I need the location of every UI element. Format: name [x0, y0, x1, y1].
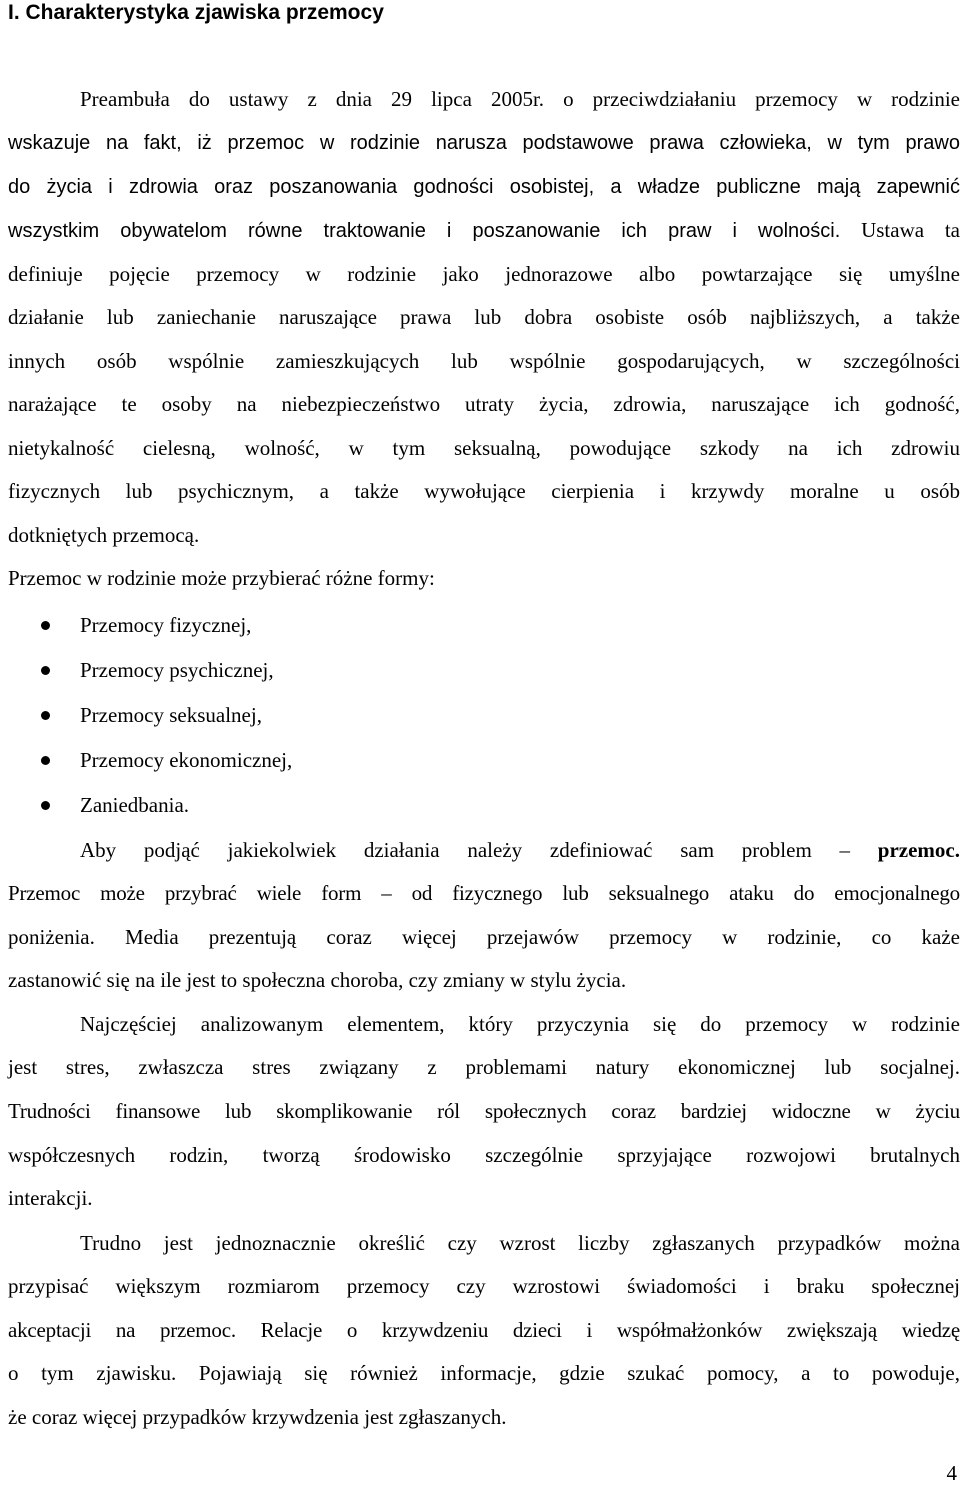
section-heading: I. Charakterystyka zjawiska przemocy	[8, 1, 384, 24]
paragraph-line-sans-part: wszystkim obywatelom równe traktowanie i poszanowanie ich praw i wolności.	[8, 220, 841, 242]
paragraph-line: dotkniętych przemocą.	[8, 523, 200, 547]
list-item	[0, 700, 960, 730]
paragraph-line: definiuje pojęcie przemocy w rodzinie jako jednorazowe albo powtarzające się umyślne	[8, 262, 960, 286]
paragraph-line: innych osób wspólnie zamieszkujących lub wspólnie gospodarujących, w szczególności	[8, 349, 960, 373]
list-item-text: Zaniedbania.	[80, 793, 190, 817]
paragraph-line: narażające te osoby na niebezpieczeństwo utraty życia, zdrowia, naruszające ich godność,	[8, 392, 960, 416]
paragraph-line: Trudności finansowe lub skomplikowanie ról społecznych coraz bardziej widoczne w życiu	[8, 1099, 960, 1123]
paragraph-line: Preambuła do ustawy z dnia 29 lipca 2005r. o przeciwdziałaniu przemocy w rodzinie	[80, 87, 960, 111]
list-item-text: Przemocy psychicznej,	[80, 658, 274, 682]
paragraph-line: działanie lub zaniechanie naruszające prawa lub dobra osobiste osób najbliższych, a także	[8, 305, 960, 329]
paragraph-line: że coraz więcej przypadków krzywdzenia jest zgłaszanych.	[8, 1405, 507, 1429]
list-item	[0, 790, 960, 820]
paragraph-line: przypisać większym rozmiarom przemocy czy wzrostowi świadomości i braku społecznej	[8, 1274, 960, 1298]
paragraph-line: wskazuje na fakt, iż przemoc w rodzinie narusza podstawowe prawa człowieka, w tym prawo	[8, 132, 960, 154]
bullet-icon	[41, 756, 50, 765]
paragraph-line: współczesnych rodzin, tworzą środowisko szczególnie sprzyjające rozwojowi brutalnych	[8, 1143, 960, 1167]
list-item-text: Przemocy ekonomicznej,	[80, 748, 293, 772]
paragraph-line: jest stres, zwłaszcza stres związany z problemami natury ekonomicznej lub socjalnej.	[8, 1055, 960, 1079]
list-item	[0, 655, 960, 685]
paragraph-line-serif-part: Ustawa ta	[861, 218, 960, 242]
bold-term: przemoc.	[877, 838, 960, 862]
paragraph-line: poniżenia. Media prezentują coraz więcej przejawów przemocy w rodzinie, co każe	[8, 925, 960, 949]
paragraph-line: zastanowić się na ile jest to społeczna choroba, czy zmiany w stylu życia.	[8, 968, 627, 992]
paragraph-line: Najczęściej analizowanym elementem, który przyczynia się do przemocy w rodzinie	[80, 1012, 960, 1036]
paragraph-line: akceptacji na przemoc. Relacje o krzywdzeniu dzieci i współmałżonków zwiększają wiedzę	[8, 1318, 960, 1342]
paragraph-line: nietykalność cielesną, wolność, w tym seksualną, powodujące szkody na ich zdrowiu	[8, 436, 960, 460]
list-item-text: Przemocy seksualnej,	[80, 703, 262, 727]
paragraph-line: do życia i zdrowia oraz poszanowania godności osobistej, a władze publiczne mają zapewnić	[8, 176, 960, 198]
paragraph-text: Aby podjąć jakiekolwiek działania należy zdefiniować sam problem –	[80, 838, 878, 862]
paragraph-line-mixed	[8, 215, 960, 245]
forms-intro: Przemoc w rodzinie może przybierać różne formy:	[8, 566, 435, 590]
bullet-icon	[41, 666, 50, 675]
bullet-icon	[41, 801, 50, 810]
paragraph-line-with-bold	[80, 835, 960, 865]
bullet-icon	[41, 621, 50, 630]
bullet-icon	[41, 711, 50, 720]
list-item	[0, 745, 960, 775]
list-item	[0, 610, 960, 640]
paragraph-line: Trudno jest jednoznacznie określić czy wzrost liczby zgłaszanych przypadków można	[80, 1231, 960, 1255]
paragraph-line: interakcji.	[8, 1186, 93, 1210]
page-number: 4	[946, 1461, 957, 1485]
paragraph-line: o tym zjawisku. Pojawiają się również informacje, gdzie szukać pomocy, a to powoduje,	[8, 1361, 960, 1385]
paragraph-line: Przemoc może przybrać wiele form – od fizycznego lub seksualnego ataku do emocjonalnego	[8, 881, 960, 905]
paragraph-line: fizycznych lub psychicznym, a także wywołujące cierpienia i krzywdy moralne u osób	[8, 479, 960, 503]
list-item-text: Przemocy fizycznej,	[80, 613, 252, 637]
